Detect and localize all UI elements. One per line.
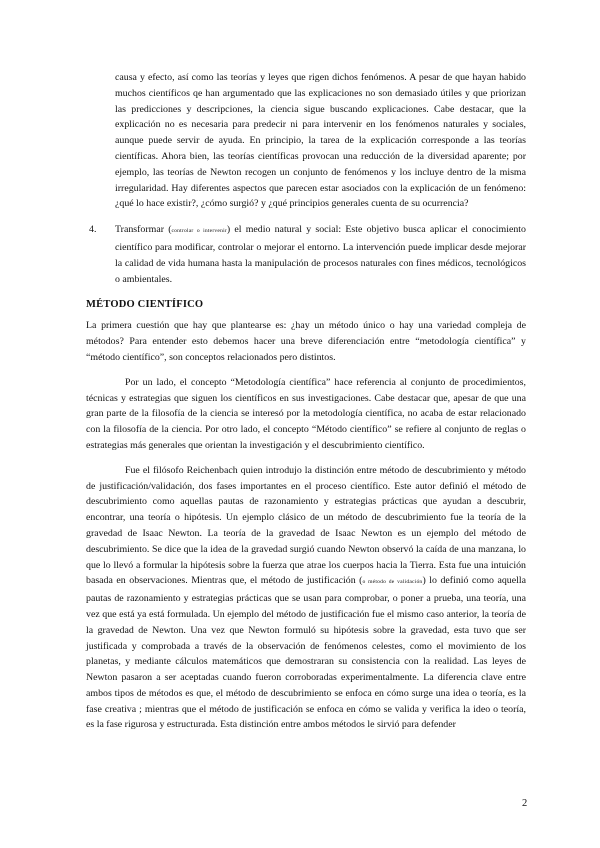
paragraph-3-note: o método de validación bbox=[362, 579, 423, 586]
paragraph-3-part-b: ) lo definió como aquella pautas de razonamiento y estrategias prácticas que se usan para comprobar, o poner a prueba, una teoría, una vez que está ya está formulada. Un ejemplo del método de justificación fue el mismo caso anterior, la teoría de la gravedad de Newton. Una vez que Newton formuló su hipótesis sobre la gravedad, esta tuvo que ser justificada y comprobada a través de la observación de fenómenos celestes, como el movimiento de los planetas, y mediante cálculos matemáticos que demostraran su consistencia con la realidad. Las leyes de Newton pasaron a ser aceptadas cuando fueron corroboradas experimentalmente. La diferencia clave entre ambos tipos de métodos es que, el método de descubrimiento se enfoca en cómo surge una idea o teoría, es la fase creativa ; mientras que el método de justificación se enfoca en cómo se valida y verifica la ideo o teoría, es la fase rigurosa y estructurada. Esta distinción entre ambos métodos le sirvió para defender bbox=[86, 575, 526, 731]
list-item-text: ) el medio natural y social: Este objetivo busca aplicar el conocimiento científico para modificar, controlar o mejorar el entorno. La intervención puede implicar desde mejorar la calidad de vida humana hasta la manipulación de procesos naturales con fines médicos, tecnológicos o ambientales. bbox=[115, 224, 526, 285]
paragraph-1: La primera cuestión que hay que plantearse es: ¿hay un método único o hay una variedad compleja de métodos? Para entender esto debemos hacer una breve diferenciación entre “metodología científica” y “método científico”, son conceptos relacionados pero distintos. bbox=[86, 320, 526, 363]
list-item-note: controlar o intervenir bbox=[171, 228, 227, 235]
list-item-4 bbox=[89, 222, 526, 287]
paragraph-2: Por un lado, el concepto “Metodología científica” hace referencia al conjunto de procedimientos, técnicas y estrategias que siguen los científicos en sus investigaciones. Cabe destacar que, apesar de que una gran parte de la filosofía de la ciencia se interesó por la metodología científica, no acaba de estar relacionado con la filosofía de la ciencia. Por otro lado, el concepto “Método científico” se refiere al conjunto de reglas o estrategias más generales que orientan la investigación y el descubrimiento científico. bbox=[86, 376, 526, 451]
paragraph-3-part-a: Fue el filósofo Reichenbach quien introdujo la distinción entre método de descubrimiento y método de justificación/validación, dos fases importantes en el proceso científico. Este autor definió el método de descubrimiento como aquellas pautas de razonamiento y estrategias prácticas que ayudan a descubrir, encontrar, una teoría o hipótesis. Un ejemplo clásico de un método de descubrimiento fue la teoría de la gravedad de Isaac Newton. La teoría de la gravedad de Isaac Newton es un ejemplo del método de descubrimiento. Se dice que la idea de la gravedad surgió cuando Newton observó la caída de una manzana, lo que lo llevó a formular la hipótesis sobre la fuerza que atrae los cuerpos hacia la Tierra. Esta fue una intuición basada en observaciones. Mientras que, el método de justificación ( bbox=[86, 464, 526, 587]
page-number: 2 bbox=[522, 798, 528, 809]
paragraph-3 bbox=[86, 463, 526, 734]
section-title: MÉTODO CIENTÍFICO bbox=[86, 299, 204, 311]
list-item-lead: Transformar ( bbox=[115, 224, 172, 236]
page-content bbox=[86, 70, 526, 733]
list-item-number: 4. bbox=[89, 224, 97, 236]
continuation-paragraph: causa y efecto, así como las teorías y leyes que rigen dichos fenómenos. A pesar de que hayan habido muchos científicos qe han argumentado que las explicaciones no son demasiado útiles y que priorizan las predicciones y descripciones, la ciencia sigue buscando explicaciones. Cabe destacar, que la explicación no es necesaria para predecir ni para intervenir en los fenómenos naturales y sociales, aunque puede servir de ayuda. En principio, la tarea de la explicación corresponde a las teorías científicas. Ahora bien, las teorías científicas provocan una reducción de la diversidad aparente; por ejemplo, las teorías de Newton recogen un conjunto de fenómenos y los incluye dentro de la misma irregularidad. Hay diferentes aspectos que parecen estar asociados con la explicación de un fenómeno: ¿qué lo hace existir?, ¿cómo surgió? y ¿qué principios generales cuenta de su ocurrencia? bbox=[115, 72, 526, 210]
